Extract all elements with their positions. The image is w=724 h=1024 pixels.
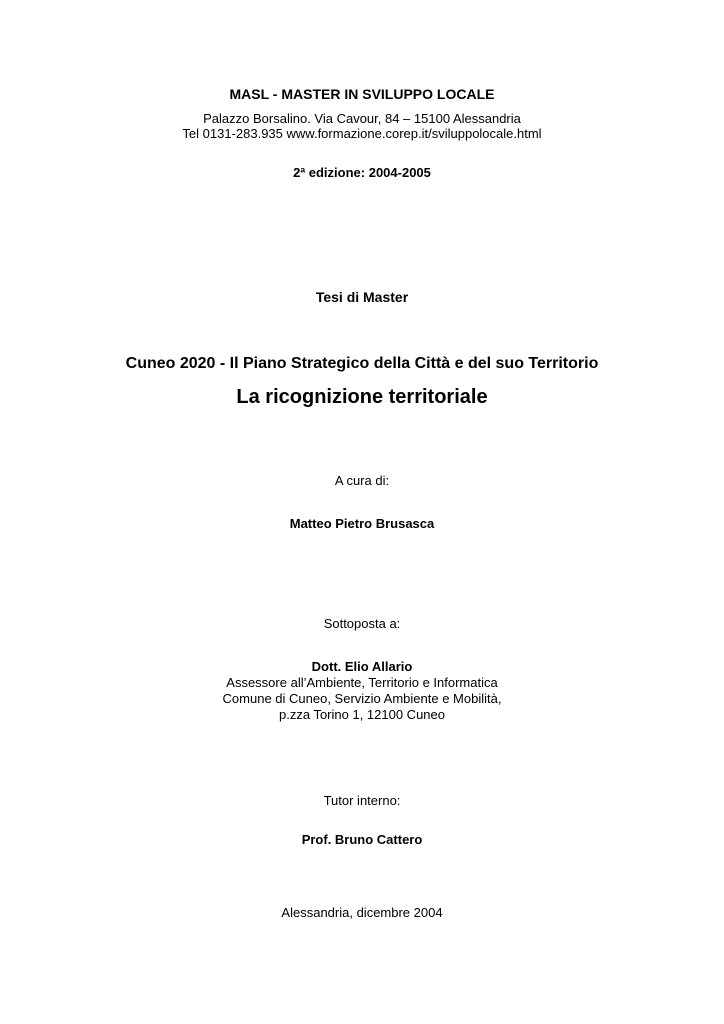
institution-contact: Tel 0131-283.935 www.formazione.corep.it/sviluppolocale.html (182, 126, 542, 141)
tutor-name: Prof. Bruno Cattero (301, 832, 423, 847)
institution-name: MASL - MASTER IN SVILUPPO LOCALE (229, 86, 495, 102)
institution-address: Palazzo Borsalino. Via Cavour, 84 – 15100 Alessandria (203, 111, 521, 126)
document-subtitle: La ricognizione territoriale (236, 386, 488, 408)
submitted-to-label: Sottoposta a: (323, 616, 401, 631)
tutor-label: Tutor interno: (323, 793, 401, 808)
supervisor-address: p.zza Torino 1, 12100 Cuneo (279, 707, 445, 722)
author-label: A cura di: (334, 473, 390, 488)
place-date: Alessandria, dicembre 2004 (281, 905, 443, 920)
edition-info: 2ª edizione: 2004-2005 (293, 165, 431, 180)
supervisor-office: Comune di Cuneo, Servizio Ambiente e Mobilità, (222, 691, 502, 706)
document-title: Cuneo 2020 - Il Piano Strategico della Città e del suo Territorio (125, 355, 599, 372)
supervisor-role: Assessore all’Ambiente, Territorio e Informatica (226, 675, 498, 690)
supervisor-name: Dott. Elio Allario (311, 659, 413, 674)
author-name: Matteo Pietro Brusasca (289, 516, 435, 531)
document-type: Tesi di Master (315, 289, 409, 305)
